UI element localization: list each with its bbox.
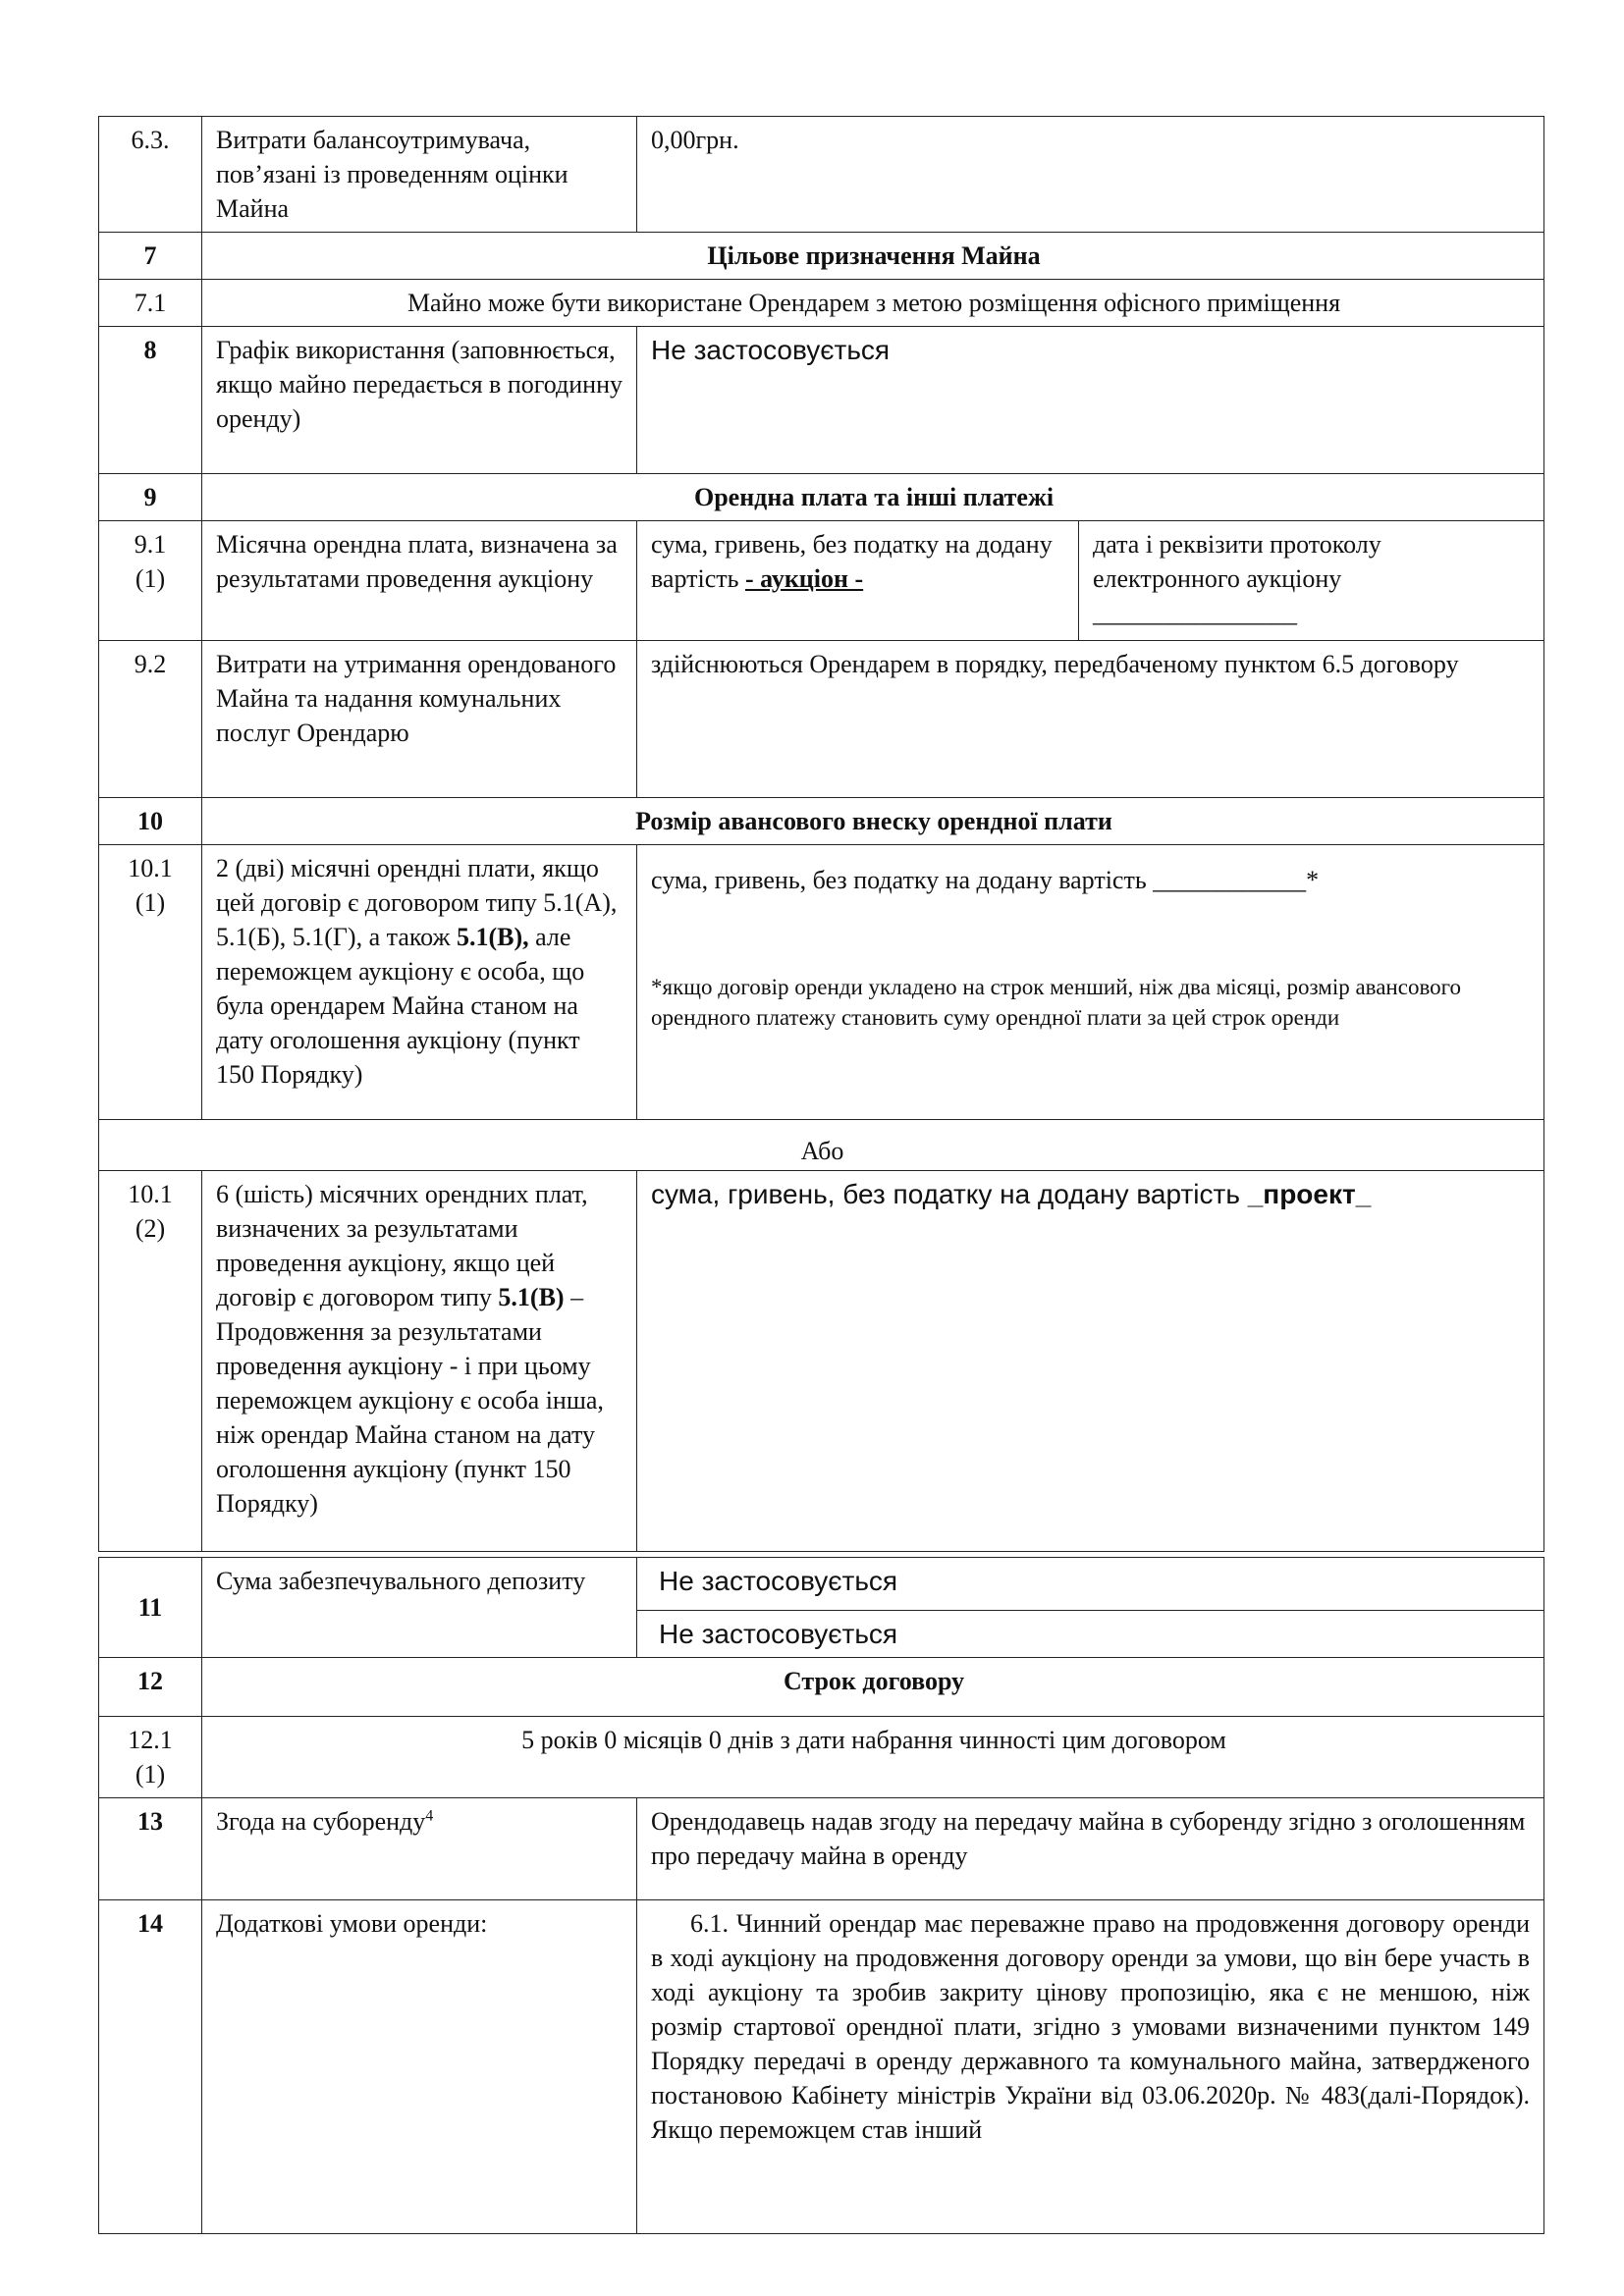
row-value: Орендодавець надав згоду на передачу майна в суборенду згідно з оголошенням про передачу майна в оренду: [637, 1798, 1544, 1900]
row-number-main: 12.1: [128, 1726, 173, 1754]
row-8: [99, 327, 1544, 474]
row-number-main: 10.1: [128, 1180, 173, 1208]
row-label: Витрати на утримання орендованого Майна та надання комунальних послуг Орендарю: [202, 641, 637, 798]
label-text-cont: але переможцем аукціону є особа, що була орендарем Майна станом на дату оголошення аукціону (пункт 150 Порядку): [216, 923, 585, 1089]
row-value-2: Не застосовується: [637, 1611, 1544, 1658]
row-7-1: [99, 280, 1544, 327]
row-text: 5 років 0 місяців 0 днів з дати набрання чинності цим договором: [202, 1717, 1544, 1798]
label-emphasis: 5.1(В),: [456, 923, 529, 951]
row-value: Не застосовується: [637, 327, 1544, 474]
value-emphasis: - аукціон -: [744, 564, 864, 593]
row-number: [99, 845, 202, 1120]
section-title: Орендна плата та інші платежі: [202, 474, 1544, 521]
row-label: Графік використання (заповнюється, якщо майно передається в погодинну оренду): [202, 327, 637, 474]
section-10: [99, 798, 1544, 845]
row-number-sub: (1): [135, 564, 166, 593]
section-number: 12: [99, 1658, 202, 1717]
row-label: Витрати балансоутримувача, пов’язані із проведенням оцінки Майна: [202, 117, 637, 233]
row-number-main: 9.1: [134, 530, 167, 559]
section-number: 10: [99, 798, 202, 845]
row-value: [637, 845, 1544, 1120]
row-13: [99, 1798, 1544, 1900]
row-number-sub: (2): [135, 1214, 166, 1243]
protocol-text: дата і реквізити протоколу електронного аукціону: [1093, 530, 1381, 593]
label-text: Згода на суборенду: [216, 1807, 426, 1836]
or-separator: Або: [99, 1120, 1544, 1171]
document-page: [98, 116, 1543, 2234]
lease-terms-table: [98, 116, 1544, 2234]
section-title: Цільове призначення Майна: [202, 233, 1544, 280]
row-value: здійснюються Орендарем в порядку, передбаченому пунктом 6.5 договору: [637, 641, 1544, 798]
value-text: сума, гривень, без податку на додану вартість ____________*: [651, 866, 1320, 894]
row-number: 9.2: [99, 641, 202, 798]
row-value-1: Не застосовується: [637, 1558, 1544, 1611]
row-number: 14: [99, 1900, 202, 2234]
value-footnote: *якщо договір оренди укладено на строк менший, ніж два місяці, розмір авансового орендного платежу становить суму орендної плати за цей строк оренди: [651, 975, 1462, 1030]
row-10-1-2: [99, 1171, 1544, 1552]
row-12-1: [99, 1717, 1544, 1798]
row-or: [99, 1120, 1544, 1171]
row-number: [99, 1717, 202, 1798]
protocol-cell: [1079, 521, 1544, 641]
row-number: [99, 1171, 202, 1552]
row-11-a: [99, 1558, 1544, 1611]
value-text: сума, гривень, без податку на додану вартість: [651, 530, 1053, 593]
row-number: 6.3.: [99, 117, 202, 233]
row-number: 7.1: [99, 280, 202, 327]
row-text: Майно може бути використане Орендарем з метою розміщення офісного приміщення: [202, 280, 1544, 327]
label-text: 6 (шість) місячних орендних плат, визначених за результатами проведення аукціону, якщо цей договір є договором типу: [216, 1180, 588, 1311]
row-label: [202, 845, 637, 1120]
label-text-cont: – Продовження за результатами проведення аукціону - і при цьому переможцем аукціону є особа інша, ніж орендар Майна станом на дату оголошення аукціону (пункт 150 Порядку): [216, 1283, 604, 1518]
protocol-blank: ________________: [1093, 599, 1297, 627]
row-number-main: 10.1: [128, 854, 173, 882]
row-value: [637, 521, 1079, 641]
row-6-3: [99, 117, 1544, 233]
section-number: 7: [99, 233, 202, 280]
row-value: 0,00грн.: [637, 117, 1544, 233]
value-text: сума, гривень, без податку на додану вартість: [651, 1179, 1248, 1209]
row-value: [637, 1171, 1544, 1552]
section-title: Розмір авансового внеску орендної плати: [202, 798, 1544, 845]
row-9-1: [99, 521, 1544, 641]
section-12: [99, 1658, 1544, 1717]
row-10-1-1: [99, 845, 1544, 1120]
row-label: Сума забезпечувального депозиту: [202, 1558, 637, 1658]
row-number-sub: (1): [135, 1760, 166, 1789]
row-number: 11: [99, 1558, 202, 1658]
row-label: Додаткові умови оренди:: [202, 1900, 637, 2234]
row-14: [99, 1900, 1544, 2234]
row-label: [202, 1171, 637, 1552]
row-9-2: [99, 641, 1544, 798]
row-label: Місячна орендна плата, визначена за результатами проведення аукціону: [202, 521, 637, 641]
row-number: 13: [99, 1798, 202, 1900]
row-number: [99, 521, 202, 641]
section-9: [99, 474, 1544, 521]
row-number: 8: [99, 327, 202, 474]
footnote-ref: 4: [425, 1807, 434, 1825]
section-number: 9: [99, 474, 202, 521]
row-label: [202, 1798, 637, 1900]
section-7: [99, 233, 1544, 280]
label-text: 2 (дві) місячні орендні плати, якщо цей договір є договором типу 5.1(А), 5.1(Б), 5.1(Г), а також: [216, 854, 618, 951]
label-emphasis: 5.1(В): [498, 1283, 565, 1311]
section-title: Строк договору: [202, 1658, 1544, 1717]
row-number-sub: (1): [135, 888, 166, 917]
row-value: 6.1. Чинний орендар має переважне право на продовження договору оренди в ході аукціону на продовження договору оренди за умови, що він бере участь в ході аукціону та зробив закриту цінову пропозицію, яка є не меншою, ніж розмір стартової орендної плати, згідно з умовами визначеними пунктом 149 Порядку передачі в оренду державного та комунального майна, затвердженого постановою Кабінету міністрів України від 03.06.2020р. № 483(далі-Порядок). Якщо переможцем став інший: [637, 1900, 1544, 2234]
value-emphasis: _проект_: [1247, 1179, 1372, 1209]
